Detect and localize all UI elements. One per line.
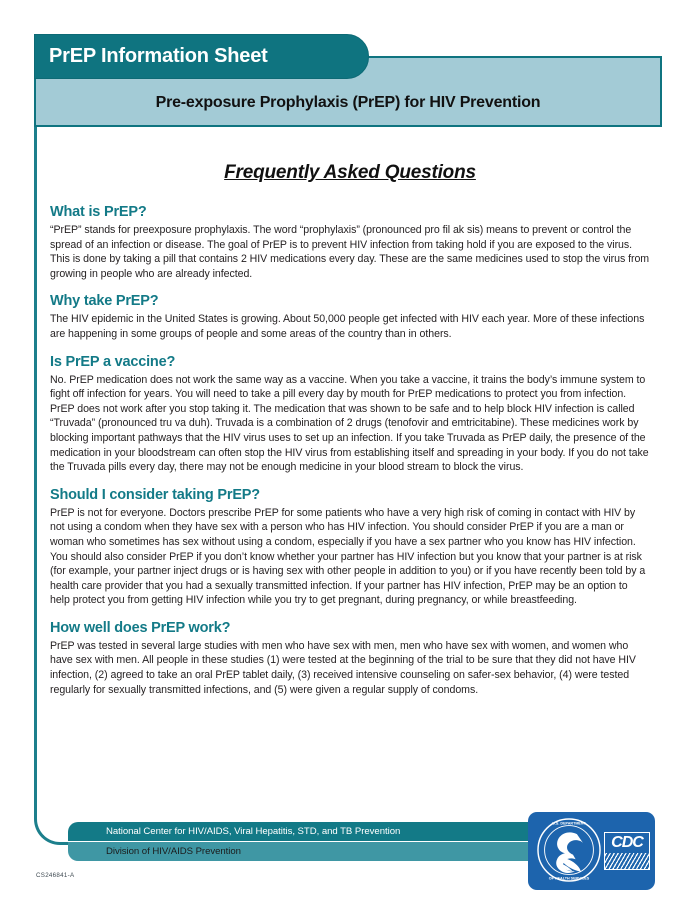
footer-line-1: National Center for HIV/AIDS, Viral Hepatitis, STD, and TB Prevention: [106, 826, 401, 837]
banner-title-tab: [34, 34, 369, 79]
section-body: PrEP was tested in several large studies with men who have sex with men, men who have sex with women, and women who have sex with men. All people in these studies (1) were tested at the beginning of the trial to be sure that they did not have HIV infection, (2) agreed to take an oral PrEP tablet daily, (3) received intensive counseling on safer-sex behavior, (4) were tested regularly for sexually transmitted infections, and (5) were given a regular supply of condoms.: [50, 639, 636, 696]
svg-text:OF HEALTH SERVICES: OF HEALTH SERVICES: [548, 876, 590, 881]
document-code: CS246841-A: [36, 872, 75, 879]
section-body: No. PrEP medication does not work the same way as a vaccine. When you take a vaccine, it trains the body’s immune system to fight off infection for years. You will need to take a pill every day by mouth for PrEP medications to protect you from infection. PrEP does not work after you stop taking it. The medication that was shown to be safe and to help block HIV infection is called “Truvada” (pronounced tru va duh). Truvada is a combination of 2 drugs (tenofovir and emtricitabine). These medicines work by blocking important pathways that the HIV virus uses to set up an infection. If you take Truvada as PrEP daily, the presence of the medication in your bloodstream can often stop the HIV virus from establishing itself and spreading in your body. If you do not take the Truvada pills every day, there may not be enough medicine in your blood stream to block the virus.: [50, 373, 649, 474]
hhs-seal-icon: [536, 817, 602, 883]
section-heading: How well does PrEP work?: [50, 619, 231, 636]
section-body: “PrEP” stands for preexposure prophylaxis. The word “prophylaxis” (pronounced pro fil ak sis) means to prevent or control the spread of an infection or disease. The goal of PrEP is to prevent HIV infection from taking hold if you are exposed to the virus. This is done by taking a pill that contains 2 HIV medications every day. These are the same medicines used to stop the virus from growing in people who are already infected.: [50, 224, 650, 280]
section-body: The HIV epidemic in the United States is growing. About 50,000 people get infected with HIV each year. More of these infections are happening in some groups of people and some areas of the country than in others.: [50, 313, 645, 340]
footer-bar-national-center: [68, 822, 535, 841]
section-heading: Why take PrEP?: [50, 293, 159, 310]
faq-section-is-prep-a-vaccine: [50, 354, 650, 475]
footer-bar-division: [68, 842, 535, 861]
faq-section-how-well-does-prep-work: [50, 620, 650, 697]
cdc-wordmark-text: CDC: [611, 834, 643, 851]
faq-section-what-is-prep: [50, 204, 650, 281]
document-content: [50, 150, 650, 709]
section-heading: Is PrEP a vaccine?: [50, 353, 176, 370]
faq-section-should-i-consider-taking-prep: [50, 487, 650, 608]
banner-title: PrEP Information Sheet: [49, 45, 268, 67]
svg-text:U.S. DEPARTMENT: U.S. DEPARTMENT: [552, 821, 586, 826]
faq-heading: Frequently Asked Questions: [224, 162, 476, 183]
document-subtitle: Pre-exposure Prophylaxis (PrEP) for HIV Prevention: [155, 94, 541, 111]
section-heading: Should I consider taking PrEP?: [50, 486, 260, 503]
cdc-stripes-icon: [605, 853, 649, 869]
document-footer: [0, 812, 695, 899]
cdc-hhs-logo: [528, 812, 655, 890]
faq-section-why-take-prep: [50, 293, 650, 341]
section-body: PrEP is not for everyone. Doctors prescribe PrEP for some patients who have a very high risk of coming in contact with HIV by not using a condom when they have sex with a person who has HIV infection. You should consider PrEP if you are a man or woman who sometimes has sex without using a condom, especially if you have a sex partner who you know has HIV infection. You should also consider PrEP if you don’t know whether your partner has HIV infection but you know that your partner is at risk (for example, your partner inject drugs or is having sex with other people in addition to you) or if you have recently been told by a health care provider that you had a sexually transmitted infection. If your partner has HIV infection, PrEP may be an option to help protect you from getting HIV infection while you try to get pregnant, during pregnancy, or while breastfeeding.: [50, 506, 646, 607]
section-heading: What is PrEP?: [50, 204, 147, 220]
cdc-wordmark: [604, 832, 650, 870]
footer-line-2: Division of HIV/AIDS Prevention: [106, 846, 241, 857]
